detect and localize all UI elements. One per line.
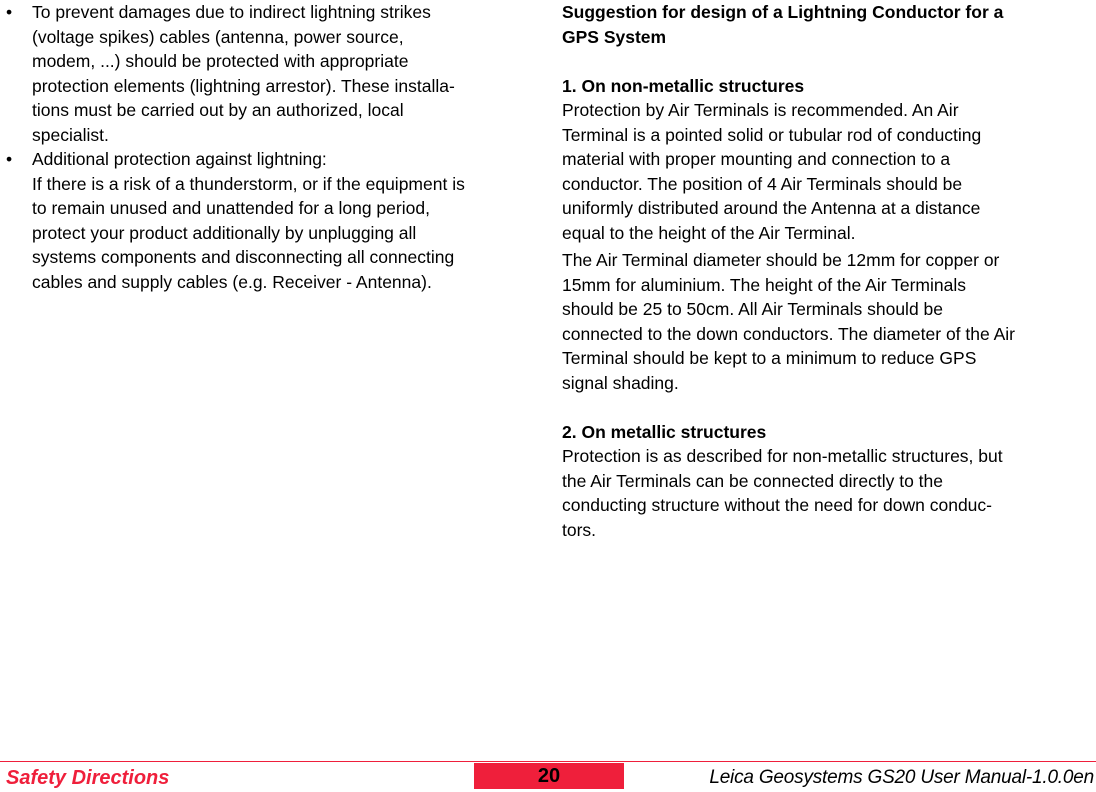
- paragraph-terminal-diameter: [562, 248, 1096, 395]
- text-line: conducting structure without the need for down conduc-: [562, 495, 992, 515]
- text-line: protect your product additionally by unplugging all: [32, 222, 417, 243]
- text-line: modem, ...) should be protected with appropriate: [32, 51, 409, 71]
- text-line: If there is a risk of a thunderstorm, or if the equipment is: [32, 173, 465, 194]
- text-line: tors.: [562, 519, 597, 540]
- section-title: [562, 0, 1096, 49]
- text-line: Terminal is a pointed solid or tubular rod of conducting: [562, 124, 982, 145]
- text-line: (voltage spikes) cables (antenna, power source,: [32, 26, 404, 47]
- title-line: Suggestion for design of a Lightning Conductor for a: [562, 2, 1004, 22]
- text-line: signal shading.: [562, 372, 679, 393]
- text-line: to remain unused and unattended for a long period,: [32, 198, 430, 218]
- text-line: 15mm for aluminium. The height of the Air Terminals: [562, 274, 966, 295]
- paragraph-metallic-structures: [562, 444, 1096, 542]
- title-line: GPS System: [562, 26, 667, 47]
- text-line: material with proper mounting and connection to a: [562, 149, 951, 169]
- footer-section-title: Safety Directions: [6, 767, 170, 789]
- text-line: systems components and disconnecting all connecting: [32, 247, 455, 267]
- text-line: cables and supply cables (e.g. Receiver - Antenna).: [32, 271, 432, 292]
- text-line: protection elements (lightning arrestor). These installa-: [32, 75, 455, 96]
- text-line: the Air Terminals can be connected directly to the: [562, 470, 944, 491]
- text-line: equal to the height of the Air Terminal.: [562, 222, 856, 243]
- text-line: The Air Terminal diameter should be 12mm for copper or: [562, 250, 1000, 270]
- text-line: Protection is as described for non-metallic structures, but: [562, 446, 1003, 466]
- page-number: 20: [474, 763, 624, 789]
- text-line: specialist.: [32, 124, 109, 145]
- bullet-mark: •: [6, 2, 13, 22]
- right-column: [562, 0, 1096, 542]
- heading-non-metallic: 1. On non-metallic structures: [562, 75, 805, 96]
- footer-manual-title: Leica Geosystems GS20 User Manual-1.0.0en: [709, 767, 1094, 788]
- spacer: [562, 395, 1096, 420]
- spacer: [562, 49, 1096, 74]
- heading-metallic: 2. On metallic structures: [562, 421, 767, 442]
- text-line: uniformly distributed around the Antenna at a distance: [562, 198, 981, 218]
- text-line: To prevent damages due to indirect lightning strikes: [32, 2, 431, 22]
- text-line: Protection by Air Terminals is recommended. An Air: [562, 100, 959, 120]
- bullet-mark: •: [6, 149, 13, 169]
- text-line: Terminal should be kept to a minimum to reduce GPS: [562, 348, 977, 368]
- bullet-item-indirect-lightning: [6, 0, 536, 147]
- text-line: tions must be carried out by an authorized, local: [32, 100, 404, 120]
- left-column: [6, 0, 536, 294]
- bullet-item-additional-protection: [6, 147, 536, 294]
- paragraph-air-terminals: [562, 98, 1096, 245]
- text-line: should be 25 to 50cm. All Air Terminals should be: [562, 299, 944, 319]
- footer-divider: [0, 761, 1096, 762]
- text-line: Additional protection against lightning:: [32, 149, 327, 169]
- text-line: connected to the down conductors. The diameter of the Air: [562, 323, 1016, 344]
- text-line: conductor. The position of 4 Air Terminals should be: [562, 173, 963, 194]
